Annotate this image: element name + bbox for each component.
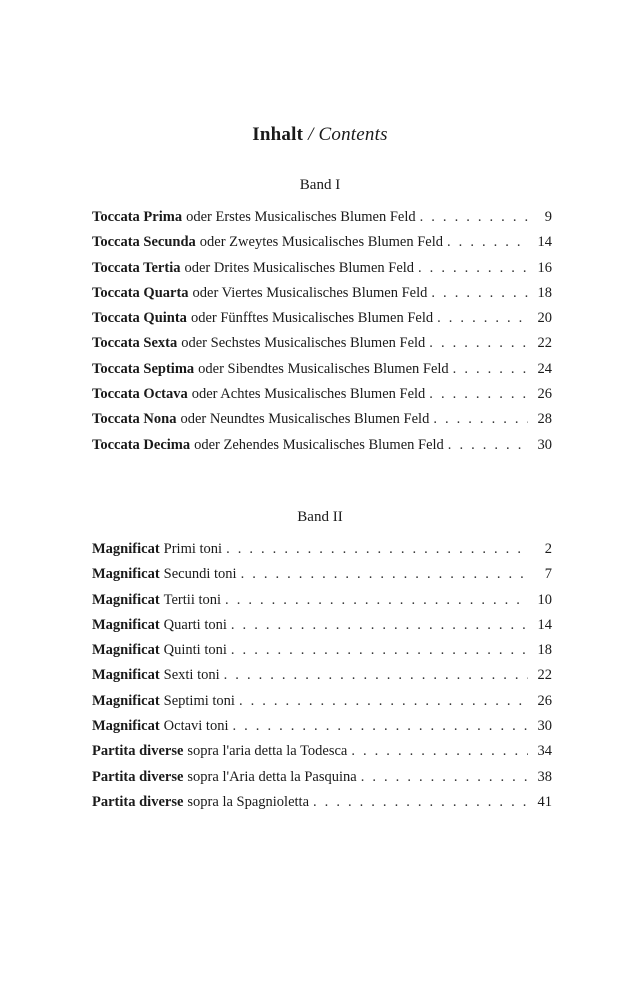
toc-entry xyxy=(92,209,552,234)
entry-page-number: 30 xyxy=(537,718,552,735)
band-1-heading: Band I xyxy=(299,177,341,193)
entry-description: Primi toni xyxy=(163,541,223,557)
entry-work-title: Toccata Nona xyxy=(92,411,177,428)
dot-leader xyxy=(231,617,528,634)
toc-entry xyxy=(92,769,552,794)
title-separator: / xyxy=(303,124,319,145)
entry-work-title: Toccata Quinta xyxy=(92,310,187,327)
dot-leader xyxy=(437,310,528,327)
toc-entry xyxy=(92,285,552,310)
toc-entry xyxy=(92,310,552,335)
entry-description: oder Erstes Musicalisches Blumen Feld xyxy=(186,209,416,225)
toc-entry xyxy=(92,667,552,692)
dot-leader xyxy=(241,566,528,583)
entry-description: Sexti toni xyxy=(163,667,220,684)
entry-description: oder Zweytes Musicalisches Blumen Feld xyxy=(199,234,444,251)
dot-leader xyxy=(226,541,528,558)
entry-work-title: Magnificat xyxy=(92,692,160,709)
entry-work-title: Magnificat xyxy=(92,667,160,684)
toc-entry xyxy=(92,566,552,591)
entry-page-number: 30 xyxy=(537,436,552,453)
entry-description: oder Viertes Musicalisches Blumen Feld xyxy=(192,284,428,301)
dot-leader xyxy=(231,642,528,659)
dot-leader xyxy=(448,437,528,454)
toc-entry xyxy=(92,743,552,768)
entry-page-number: 22 xyxy=(537,667,552,684)
dot-leader xyxy=(239,693,528,710)
entry-page-number: 10 xyxy=(537,591,552,608)
entry-work-title: Toccata Septima xyxy=(92,360,195,377)
entry-page-number: 28 xyxy=(537,411,552,428)
entry-work-title: Partita diverse xyxy=(92,743,184,760)
dot-leader xyxy=(447,234,528,251)
dot-leader xyxy=(361,769,528,786)
entry-description: Septimi toni xyxy=(163,692,235,709)
entry-work-title: Toccata Octava xyxy=(92,386,188,403)
entry-work-title: Toccata Prima xyxy=(92,209,183,225)
title-english: Contents xyxy=(318,124,388,145)
entry-page-number: 26 xyxy=(537,386,552,403)
toc-entry xyxy=(92,693,552,718)
toc-entry xyxy=(92,617,552,642)
entry-description: oder Achtes Musicalisches Blumen Feld xyxy=(191,386,426,403)
entry-work-title: Magnificat xyxy=(92,616,160,633)
entry-description: oder Zehendes Musicalisches Blumen Feld xyxy=(194,436,444,453)
entry-work-title: Magnificat xyxy=(92,541,160,557)
entry-page-number: 14 xyxy=(537,234,552,251)
toc-entry xyxy=(92,718,552,743)
entry-description: Quarti toni xyxy=(163,616,227,633)
toc-entry xyxy=(92,361,552,386)
entry-description: oder Drites Musicalisches Blumen Feld xyxy=(184,259,415,276)
entry-page-number: 9 xyxy=(544,209,552,225)
dot-leader xyxy=(433,411,528,428)
toc-entry xyxy=(92,386,552,411)
entry-description: oder Sibendtes Musicalisches Blumen Feld xyxy=(198,360,449,377)
entry-page-number: 16 xyxy=(537,259,552,276)
page-title xyxy=(0,124,640,146)
entry-work-title: Magnificat xyxy=(92,642,160,659)
entry-work-title: Toccata Decima xyxy=(92,436,191,453)
entry-description: sopra l'Aria detta la Pasquina xyxy=(187,768,357,785)
entry-page-number: 2 xyxy=(544,541,552,557)
entry-page-number: 34 xyxy=(537,743,552,760)
dot-leader xyxy=(429,335,528,352)
entry-page-number: 41 xyxy=(537,793,552,810)
dot-leader xyxy=(418,260,528,277)
toc-entry xyxy=(92,794,552,819)
entry-page-number: 14 xyxy=(537,616,552,633)
band-2-heading: Band II xyxy=(297,509,343,525)
toc-entry xyxy=(92,437,552,462)
toc-entry xyxy=(92,411,552,436)
entry-work-title: Magnificat xyxy=(92,591,160,608)
entry-page-number: 38 xyxy=(537,768,552,785)
band-1-toc-list xyxy=(92,209,552,462)
entry-page-number: 7 xyxy=(544,566,552,583)
dot-leader xyxy=(420,209,528,226)
entry-page-number: 20 xyxy=(537,310,552,327)
entry-page-number: 18 xyxy=(537,642,552,659)
entry-work-title: Toccata Tertia xyxy=(92,259,181,276)
dot-leader xyxy=(224,667,528,684)
entry-page-number: 26 xyxy=(537,692,552,709)
entry-description: Quinti toni xyxy=(163,642,227,659)
entry-work-title: Partita diverse xyxy=(92,793,184,810)
dot-leader xyxy=(453,361,528,378)
dot-leader xyxy=(233,718,529,735)
entry-work-title: Toccata Sexta xyxy=(92,335,178,352)
entry-work-title: Magnificat xyxy=(92,718,160,735)
toc-entry xyxy=(92,335,552,360)
entry-work-title: Magnificat xyxy=(92,566,160,583)
dot-leader xyxy=(313,794,528,811)
entry-work-title: Toccata Quarta xyxy=(92,284,189,301)
toc-entry xyxy=(92,642,552,667)
entry-page-number: 24 xyxy=(537,360,552,377)
entry-page-number: 22 xyxy=(537,335,552,352)
entry-description: Tertii toni xyxy=(163,591,222,608)
toc-entry xyxy=(92,260,552,285)
entry-work-title: Partita diverse xyxy=(92,768,184,785)
band-2-toc-list xyxy=(92,541,552,819)
toc-entry xyxy=(92,234,552,259)
entry-work-title: Toccata Secunda xyxy=(92,234,196,251)
dot-leader xyxy=(429,386,528,403)
dot-leader xyxy=(431,285,528,302)
entry-description: oder Fünfftes Musicalisches Blumen Feld xyxy=(190,310,434,327)
dot-leader xyxy=(225,592,528,609)
entry-description: Secundi toni xyxy=(163,566,237,583)
entry-page-number: 18 xyxy=(537,284,552,301)
title-german: Inhalt xyxy=(252,124,304,145)
entry-description: sopra la Spagnioletta xyxy=(187,793,310,810)
entry-description: sopra l'aria detta la Todesca xyxy=(187,743,348,760)
entry-description: oder Neundtes Musicalisches Blumen Feld xyxy=(180,411,430,428)
toc-entry xyxy=(92,592,552,617)
entry-description: oder Sechstes Musicalisches Blumen Feld xyxy=(181,335,426,352)
toc-entry xyxy=(92,541,552,566)
entry-description: Octavi toni xyxy=(163,718,229,735)
dot-leader xyxy=(351,743,528,760)
